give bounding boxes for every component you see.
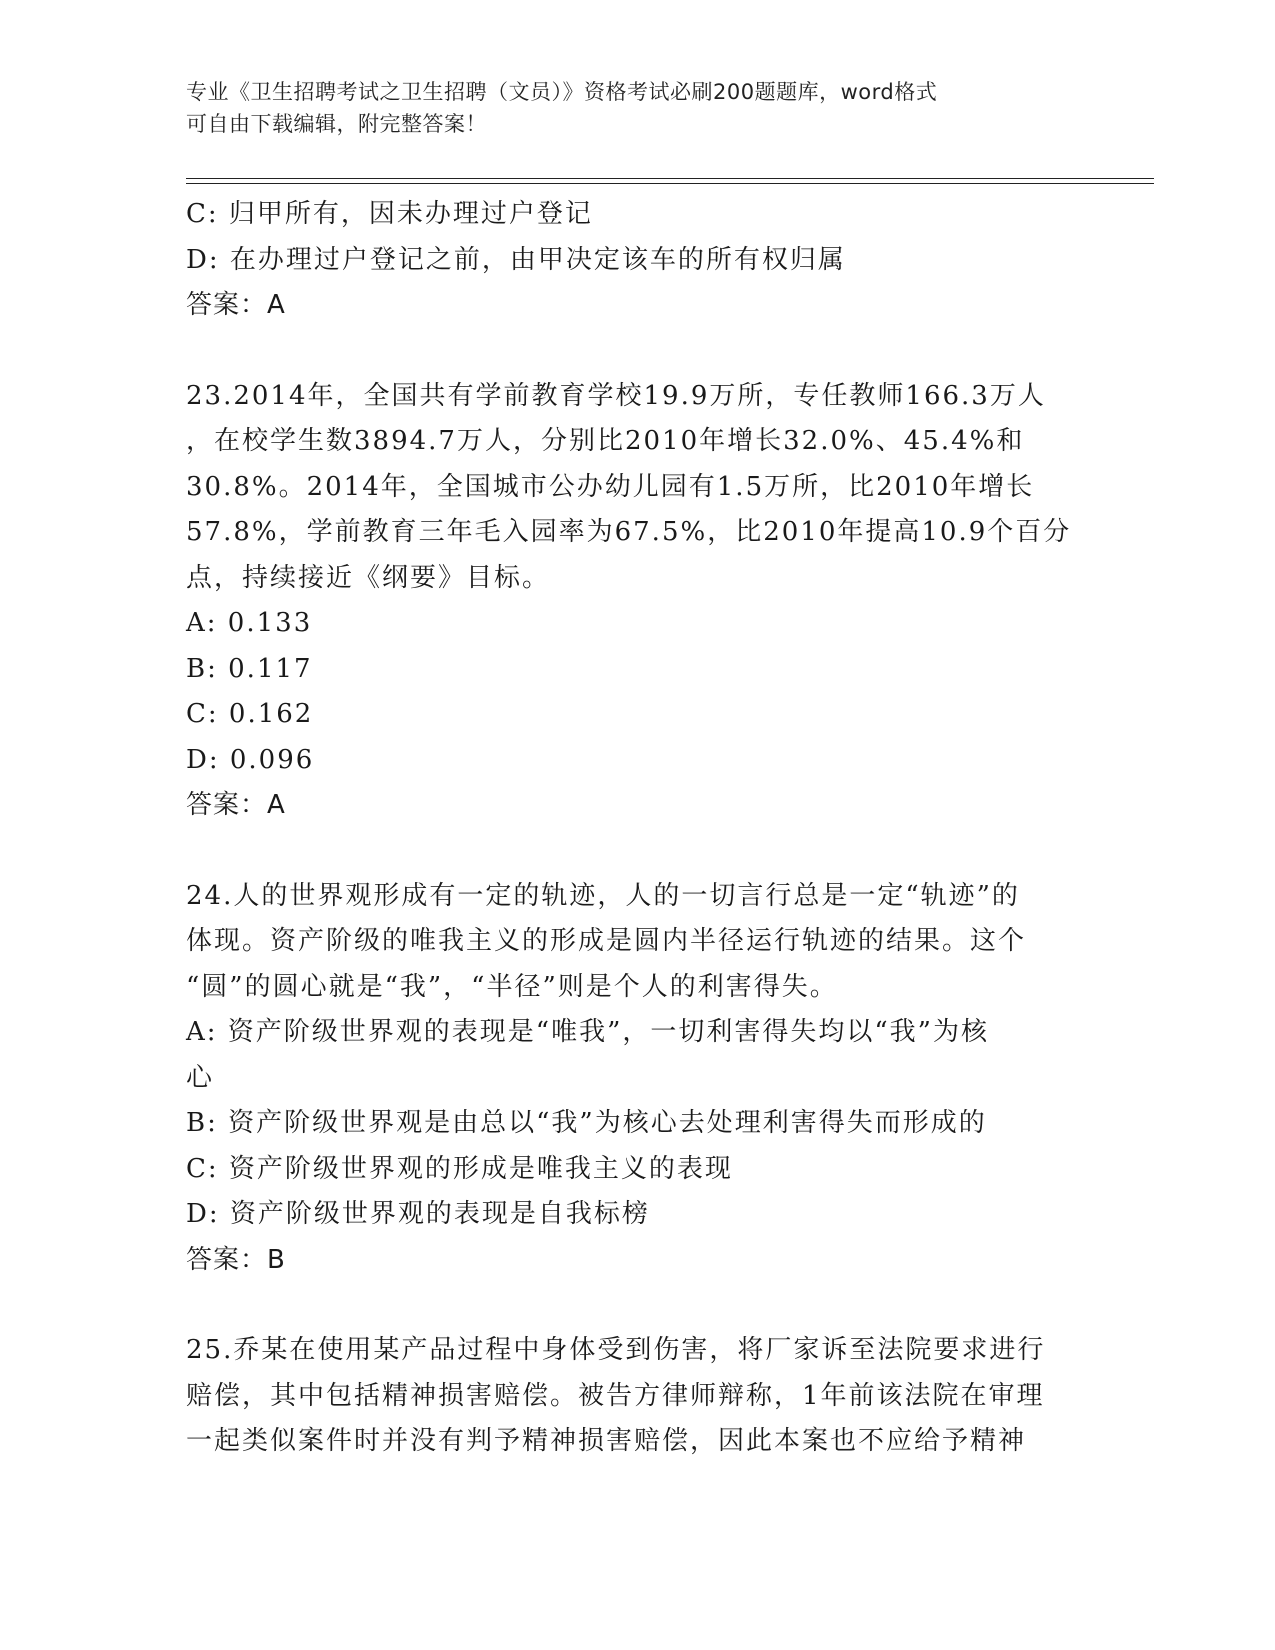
option-c: C: 归甲所有，因未办理过户登记: [186, 199, 593, 229]
header-line-2: 可自由下载编辑，附完整答案！: [186, 112, 487, 136]
answer: 答案：A: [186, 290, 286, 320]
option-b: B: 0.117: [186, 653, 313, 684]
header-line-1: 专业《卫生招聘考试之卫生招聘（文员）》资格考试必刷200题题库，word格式: [186, 80, 938, 104]
document-header: [186, 76, 1066, 140]
option-d: D: 资产阶级世界观的表现是自我标榜: [186, 1199, 650, 1229]
question-23: [186, 374, 1086, 829]
answer: 答案：A: [186, 790, 286, 820]
option-d: D: 0.096: [186, 744, 315, 775]
question-stem-line: 24.人的世界观形成有一定的轨迹，人的一切言行总是一定“轨迹”的: [186, 880, 1020, 911]
question-24: [186, 874, 1086, 1284]
spacer: [186, 1283, 1086, 1328]
document-body: [186, 192, 1086, 1465]
option-b: B: 资产阶级世界观是由总以“我”为核心去处理利害得失而形成的: [186, 1108, 987, 1138]
question-25: [186, 1328, 1086, 1465]
question-stem-line: “圆”的圆心就是“我”，“半径”则是个人的利害得失。: [186, 971, 838, 1002]
question-stem-line: 25.乔某在使用某产品过程中身体受到伤害，将厂家诉至法院要求进行: [186, 1335, 1046, 1365]
option-c: C: 0.162: [186, 699, 314, 729]
option-d: D: 在办理过户登记之前，由甲决定该车的所有权归属: [186, 244, 846, 275]
question-stem-line: 30.8%。2014年，全国城市公办幼儿园有1.5万所，比2010年增长: [186, 471, 1035, 502]
header-divider-bottom: [186, 183, 1154, 184]
spacer: [186, 329, 1086, 374]
question-stem-line: 23.2014年，全国共有学前教育学校19.9万所，专任教师166.3万人: [186, 380, 1046, 411]
option-a: A: 0.133: [186, 608, 313, 638]
question-stem-line: 赔偿，其中包括精神损害赔偿。被告方律师辩称，1年前该法院在审理: [186, 1380, 1045, 1411]
option-a: A: 资产阶级世界观的表现是“唯我”，一切利害得失均以“我”为核: [186, 1017, 989, 1047]
question-stem-line: 57.8%，学前教育三年毛入园率为67.5%，比2010年提高10.9个百分: [186, 517, 1072, 547]
question-stem-line: 体现。资产阶级的唯我主义的形成是圆内半径运行轨迹的结果。这个: [186, 926, 1027, 956]
question-stem-line: 一起类似案件时并没有判予精神损害赔偿，因此本案也不应给予精神: [186, 1426, 1027, 1456]
option-a-continued: 心: [186, 1062, 215, 1093]
option-c: C: 资产阶级世界观的形成是唯我主义的表现: [186, 1153, 733, 1184]
question-22-tail: [186, 192, 1086, 329]
header-divider-top: [186, 178, 1154, 179]
answer: 答案：B: [186, 1244, 286, 1275]
question-stem-line: ，在校学生数3894.7万人，分别比2010年增长32.0%、45.4%和: [186, 426, 1025, 456]
question-stem-line: 点，持续接近《纲要》目标。: [186, 562, 551, 593]
spacer: [186, 829, 1086, 874]
